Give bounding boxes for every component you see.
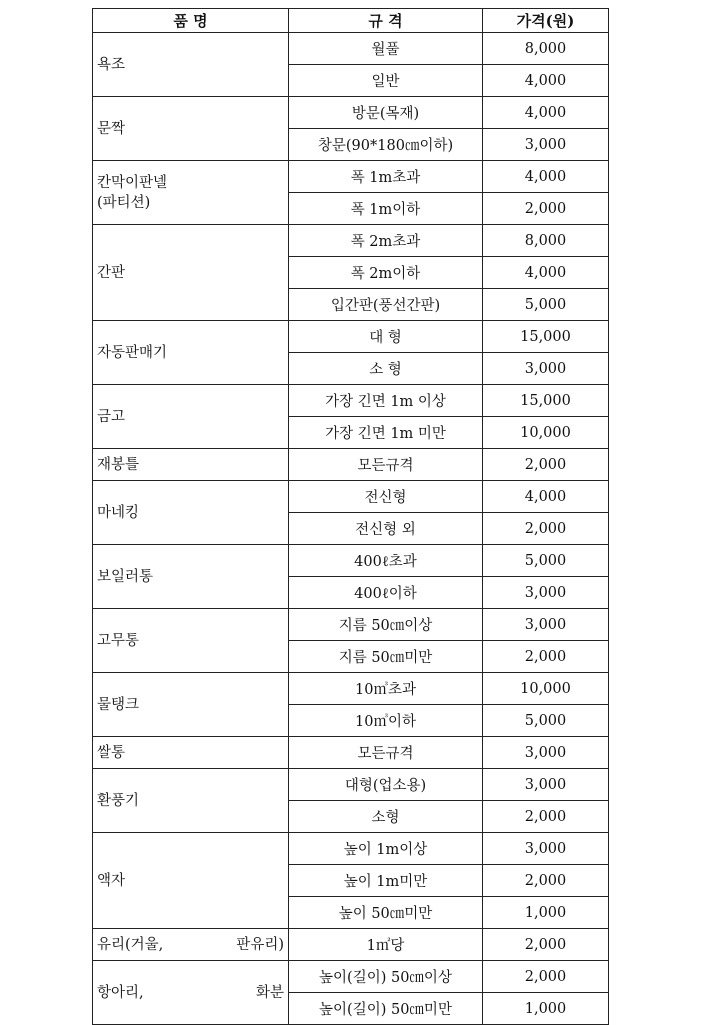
spec-cell: 대형(업소용)	[289, 769, 483, 801]
price-cell: 2,000	[483, 865, 609, 897]
spec-cell: 400ℓ초과	[289, 545, 483, 577]
price-cell: 2,000	[483, 449, 609, 481]
item-name-cell	[93, 929, 289, 961]
price-cell: 3,000	[483, 833, 609, 865]
spec-cell: 모든규격	[289, 449, 483, 481]
price-cell: 8,000	[483, 33, 609, 65]
price-cell: 8,000	[483, 225, 609, 257]
spec-cell: 창문(90*180㎝이하)	[289, 129, 483, 161]
spec-cell: 지름 50㎝이상	[289, 609, 483, 641]
item-name: 유리(거울, 판유리)	[97, 936, 284, 953]
price-cell: 4,000	[483, 161, 609, 193]
item-name-cell	[93, 737, 289, 769]
table-row	[93, 449, 609, 481]
item-name-cell	[93, 769, 289, 833]
table-row	[93, 385, 609, 417]
item-name: 자동판매기	[97, 344, 168, 361]
spec-cell: 모든규격	[289, 737, 483, 769]
table-body	[93, 33, 609, 1025]
spec-cell: 대 형	[289, 321, 483, 353]
table-row	[93, 833, 609, 865]
spec-cell: 폭 2m초과	[289, 225, 483, 257]
price-cell: 15,000	[483, 385, 609, 417]
item-name-cell	[93, 449, 289, 481]
table-row	[93, 769, 609, 801]
price-cell: 4,000	[483, 481, 609, 513]
spec-cell: 10㎥이하	[289, 705, 483, 737]
item-name: 간판	[97, 264, 126, 281]
price-cell: 5,000	[483, 705, 609, 737]
item-name-cell	[93, 225, 289, 321]
spec-cell: 방문(목재)	[289, 97, 483, 129]
item-name-cell	[93, 833, 289, 929]
item-name-cell	[93, 385, 289, 449]
table-row	[93, 737, 609, 769]
spec-cell: 1㎡당	[289, 929, 483, 961]
item-name-cell	[93, 321, 289, 385]
spec-cell: 폭 1m이하	[289, 193, 483, 225]
price-table	[92, 8, 609, 1025]
table-row	[93, 225, 609, 257]
table-row	[93, 481, 609, 513]
item-name: 욕조	[97, 56, 126, 73]
item-name-cell	[93, 961, 289, 1025]
price-cell: 4,000	[483, 257, 609, 289]
item-name-cell	[93, 609, 289, 673]
table-row	[93, 929, 609, 961]
spec-cell: 높이 1m이상	[289, 833, 483, 865]
item-name-cell	[93, 545, 289, 609]
item-name: 환풍기	[97, 792, 140, 809]
price-cell: 3,000	[483, 577, 609, 609]
item-name: 마네킹	[97, 504, 140, 521]
spec-cell: 폭 1m초과	[289, 161, 483, 193]
spec-cell: 전신형	[289, 481, 483, 513]
price-cell: 5,000	[483, 289, 609, 321]
item-name: 항아리, 화분	[97, 984, 284, 1001]
item-name: 쌀통	[97, 744, 126, 761]
price-cell: 10,000	[483, 417, 609, 449]
price-cell: 2,000	[483, 641, 609, 673]
item-name-cell	[93, 481, 289, 545]
item-name: 액자	[97, 872, 126, 889]
item-name: 보일러통	[97, 568, 154, 585]
table-row	[93, 161, 609, 193]
price-cell: 3,000	[483, 769, 609, 801]
table-row	[93, 609, 609, 641]
item-name: 고무통	[97, 632, 140, 649]
spec-cell: 소형	[289, 801, 483, 833]
table-row	[93, 673, 609, 705]
price-cell: 4,000	[483, 65, 609, 97]
spec-cell: 월풀	[289, 33, 483, 65]
spec-cell: 높이 50㎝미만	[289, 897, 483, 929]
price-cell: 1,000	[483, 897, 609, 929]
item-name-cell	[93, 673, 289, 737]
item-name-cell	[93, 161, 289, 225]
table-row	[93, 33, 609, 65]
price-cell: 1,000	[483, 993, 609, 1025]
item-name: 문짝	[97, 120, 126, 137]
item-name-sub: (파티션)	[97, 194, 151, 211]
price-cell: 15,000	[483, 321, 609, 353]
table-row	[93, 321, 609, 353]
price-cell: 5,000	[483, 545, 609, 577]
price-cell: 3,000	[483, 737, 609, 769]
header-name: 품 명	[93, 9, 289, 33]
spec-cell: 10㎥초과	[289, 673, 483, 705]
price-cell: 4,000	[483, 97, 609, 129]
item-name-cell	[93, 97, 289, 161]
price-cell: 2,000	[483, 513, 609, 545]
spec-cell: 전신형 외	[289, 513, 483, 545]
item-name: 금고	[97, 408, 126, 425]
spec-cell: 높이 1m미만	[289, 865, 483, 897]
header-row	[93, 9, 609, 33]
spec-cell: 일반	[289, 65, 483, 97]
table-row	[93, 97, 609, 129]
header-spec: 규 격	[289, 9, 483, 33]
spec-cell: 높이(길이) 50㎝미만	[289, 993, 483, 1025]
item-name: 재봉틀	[97, 456, 140, 473]
spec-cell: 입간판(풍선간판)	[289, 289, 483, 321]
price-cell: 3,000	[483, 353, 609, 385]
spec-cell: 가장 긴면 1m 미만	[289, 417, 483, 449]
spec-cell: 지름 50㎝미만	[289, 641, 483, 673]
spec-cell: 400ℓ이하	[289, 577, 483, 609]
price-cell: 2,000	[483, 193, 609, 225]
price-cell: 3,000	[483, 129, 609, 161]
price-cell: 10,000	[483, 673, 609, 705]
item-name-cell	[93, 33, 289, 97]
table-row	[93, 961, 609, 993]
table-row	[93, 545, 609, 577]
spec-cell: 폭 2m이하	[289, 257, 483, 289]
spec-cell: 가장 긴면 1m 이상	[289, 385, 483, 417]
header-price: 가격(원)	[483, 9, 609, 33]
item-name: 물탱크	[97, 696, 140, 713]
item-name: 칸막이판넬	[97, 174, 168, 191]
price-cell: 3,000	[483, 609, 609, 641]
price-cell: 2,000	[483, 801, 609, 833]
spec-cell: 높이(길이) 50㎝이상	[289, 961, 483, 993]
spec-cell: 소 형	[289, 353, 483, 385]
price-cell: 2,000	[483, 929, 609, 961]
price-cell: 2,000	[483, 961, 609, 993]
